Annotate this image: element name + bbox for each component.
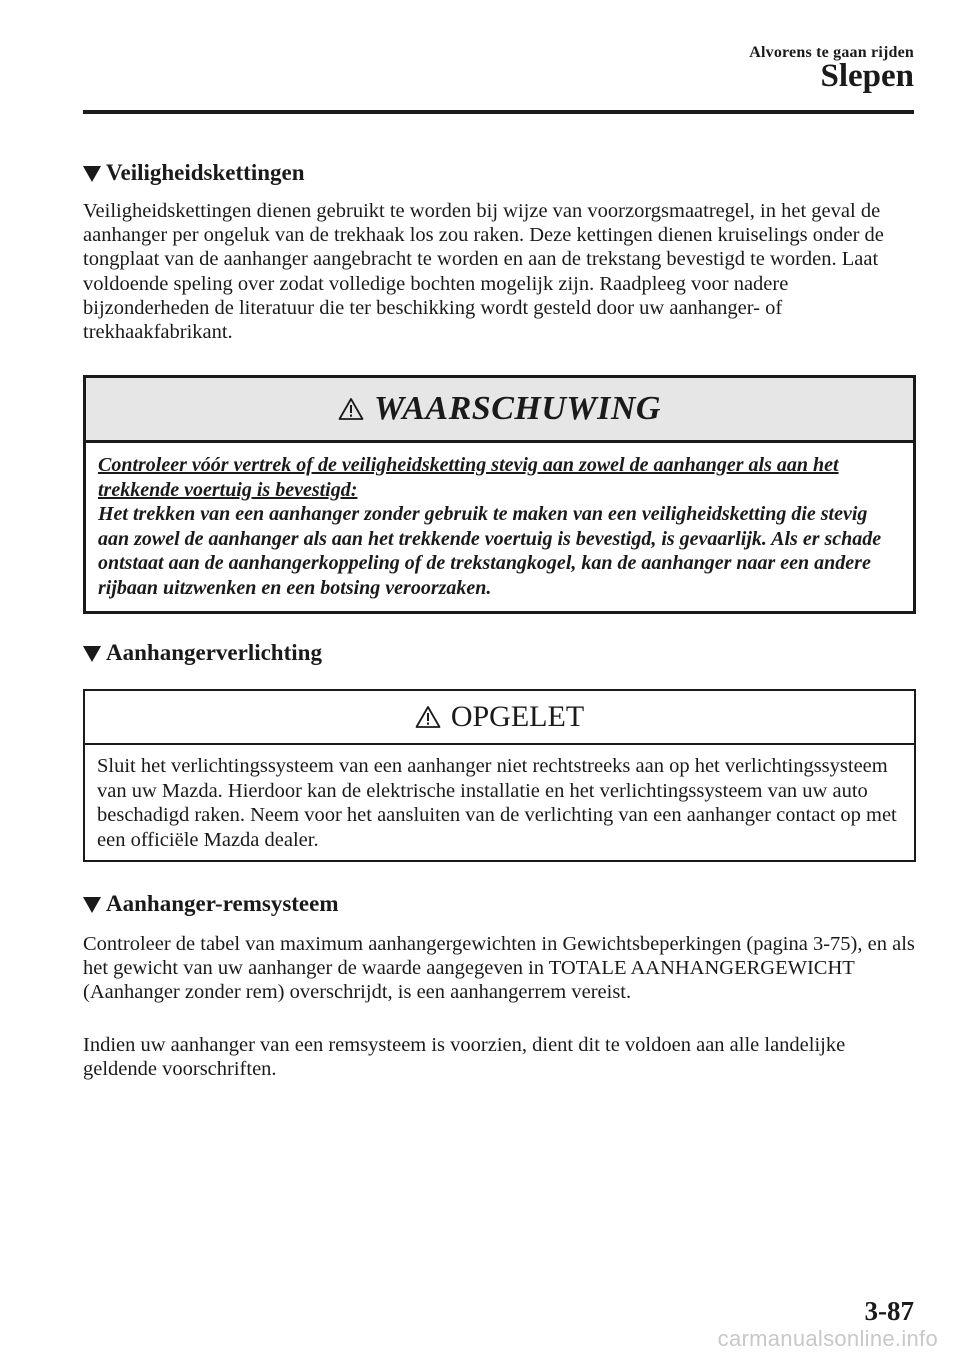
trailer-brakes-paragraph-1: Controleer de tabel van maximum aanhangergewichten in Gewichtsbeperkingen (pagina 3-75), en als het gewicht van uw aanhanger de waarde aangegeven in TOTALE AANHANGERGEWICHT (Aanhanger zonder rem) overschrijdt, is een aanhangerrem vereist. (83, 933, 915, 1004)
running-header-chapter: Alvorens te gaan rijden (749, 44, 914, 61)
warning-triangle-icon (415, 705, 441, 729)
caution-box-body: Sluit het verlichtingssysteem van een aanhanger niet rechtstreeks aan op het verlichtingssysteem van uw Mazda. Hierdoor kan de elektrische installatie en het verlichtingssysteem van uw auto beschadigd raken. Neem voor het aansluiten van de verlichting van een aanhanger contact op met een officiële Mazda dealer. (97, 755, 897, 851)
caution-title: OPGELET (450, 700, 585, 733)
trailer-brakes-paragraph-2: Indien uw aanhanger van een remsysteem is voorzien, dient dit te voldoen aan alle landelijke geldende voorschriften. (83, 1034, 846, 1081)
warning-box-body (86, 443, 913, 611)
triangle-down-icon (83, 166, 101, 182)
warning-body-text: Het trekken van een aanhanger zonder gebruik te maken van een veiligheidsketting die stevig aan zowel de aanhanger als aan het trekkende voertuig is bevestigd, is gevaarlijk. Als er schade ontstaat aan de aanhangerkoppeling of de trekstangkogel, kan de aanhanger naar een andere rijbaan uitzwenken en een botsing veroorzaken. (98, 503, 882, 599)
warning-title: WAARSCHUWING (374, 390, 661, 427)
caution-box (83, 689, 916, 862)
triangle-down-icon (83, 897, 101, 913)
section-heading-label: Aanhanger-remsysteem (106, 891, 339, 916)
section-heading-trailer-lights (83, 640, 322, 666)
warning-lead-text: Controleer vóór vertrek of de veiligheidsketting stevig aan zowel de aanhanger als aan het trekkende voertuig is bevestigd: (98, 454, 839, 501)
header-rule (83, 110, 914, 114)
safety-chains-paragraph: Veiligheidskettingen dienen gebruikt te worden bij wijze van voorzorgsmaatregel, in het geval de aanhanger per ongeluk van de trekhaak los zou raken. Deze kettingen dienen kruiselings onder de tongplaat van de aanhanger aangebracht te worden en aan de trekstang bevestigd te worden. Laat voldoende speling over zodat volledige bochten mogelijk zijn. Raadpleeg voor nadere bijzonderheden de literatuur die ter beschikking wordt gesteld door uw aanhanger- of trekhaakfabrikant. (83, 200, 884, 344)
section-heading-label: Veiligheidskettingen (106, 160, 305, 185)
section-heading-label: Aanhangerverlichting (106, 640, 322, 665)
section-heading-safety-chains (83, 160, 305, 186)
page-number: 3-87 (864, 1296, 914, 1326)
triangle-down-icon (83, 646, 101, 662)
warning-triangle-icon (338, 397, 364, 421)
caution-box-header (85, 691, 914, 745)
warning-box (83, 375, 916, 614)
warning-box-header (86, 378, 913, 443)
running-header-title: Slepen (820, 58, 914, 94)
watermark: carmanualsonline.info (717, 1326, 938, 1351)
section-heading-trailer-brakes (83, 891, 339, 917)
